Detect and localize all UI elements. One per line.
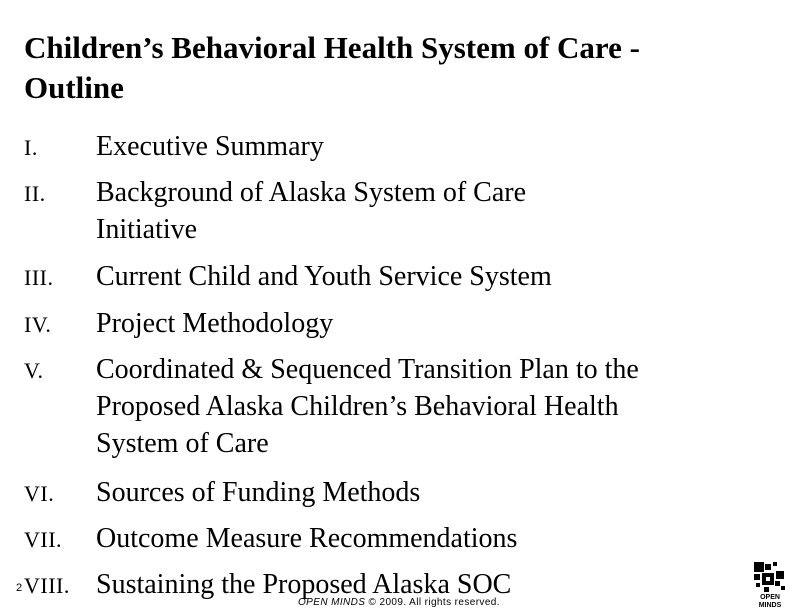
logo-grid-icon (754, 562, 786, 594)
outline-text: Outcome Measure Recommendations (96, 523, 518, 554)
outline-text: Sustaining the Proposed Alaska SOC (96, 569, 512, 600)
outline-text: Background of Alaska System of Care Initiative (96, 177, 527, 245)
outline-numeral: IV. (24, 312, 52, 337)
slide-title: Children’s Behavioral Health System of Care - Outline (24, 30, 640, 105)
outline-text: Current Child and Youth Service System (96, 261, 552, 292)
page-number: 2 (16, 582, 23, 594)
outline-numeral: VII. (24, 527, 63, 552)
outline-numeral: V. (24, 358, 44, 383)
footer-brand: OPEN MINDS (298, 597, 366, 608)
footer-copyright-text: © 2009. All rights reserved. (368, 597, 500, 608)
outline-text: Project Methodology (96, 308, 334, 339)
outline-text: Coordinated & Sequenced Transition Plan to the Proposed Alaska Children’s Behavioral Health System of Care (96, 354, 639, 459)
outline-numeral: III. (24, 265, 54, 290)
outline-numeral: II. (24, 181, 46, 206)
footer-copyright (298, 597, 500, 608)
outline-numeral: VI. (24, 481, 55, 506)
outline-text: Executive Summary (96, 131, 324, 162)
outline-numeral: I. (24, 135, 38, 160)
logo-wordmark: OPEN MINDS (758, 594, 782, 609)
open-minds-logo (752, 562, 788, 610)
outline-text: Sources of Funding Methods (96, 477, 421, 508)
outline-numeral: VIII. (24, 573, 70, 598)
